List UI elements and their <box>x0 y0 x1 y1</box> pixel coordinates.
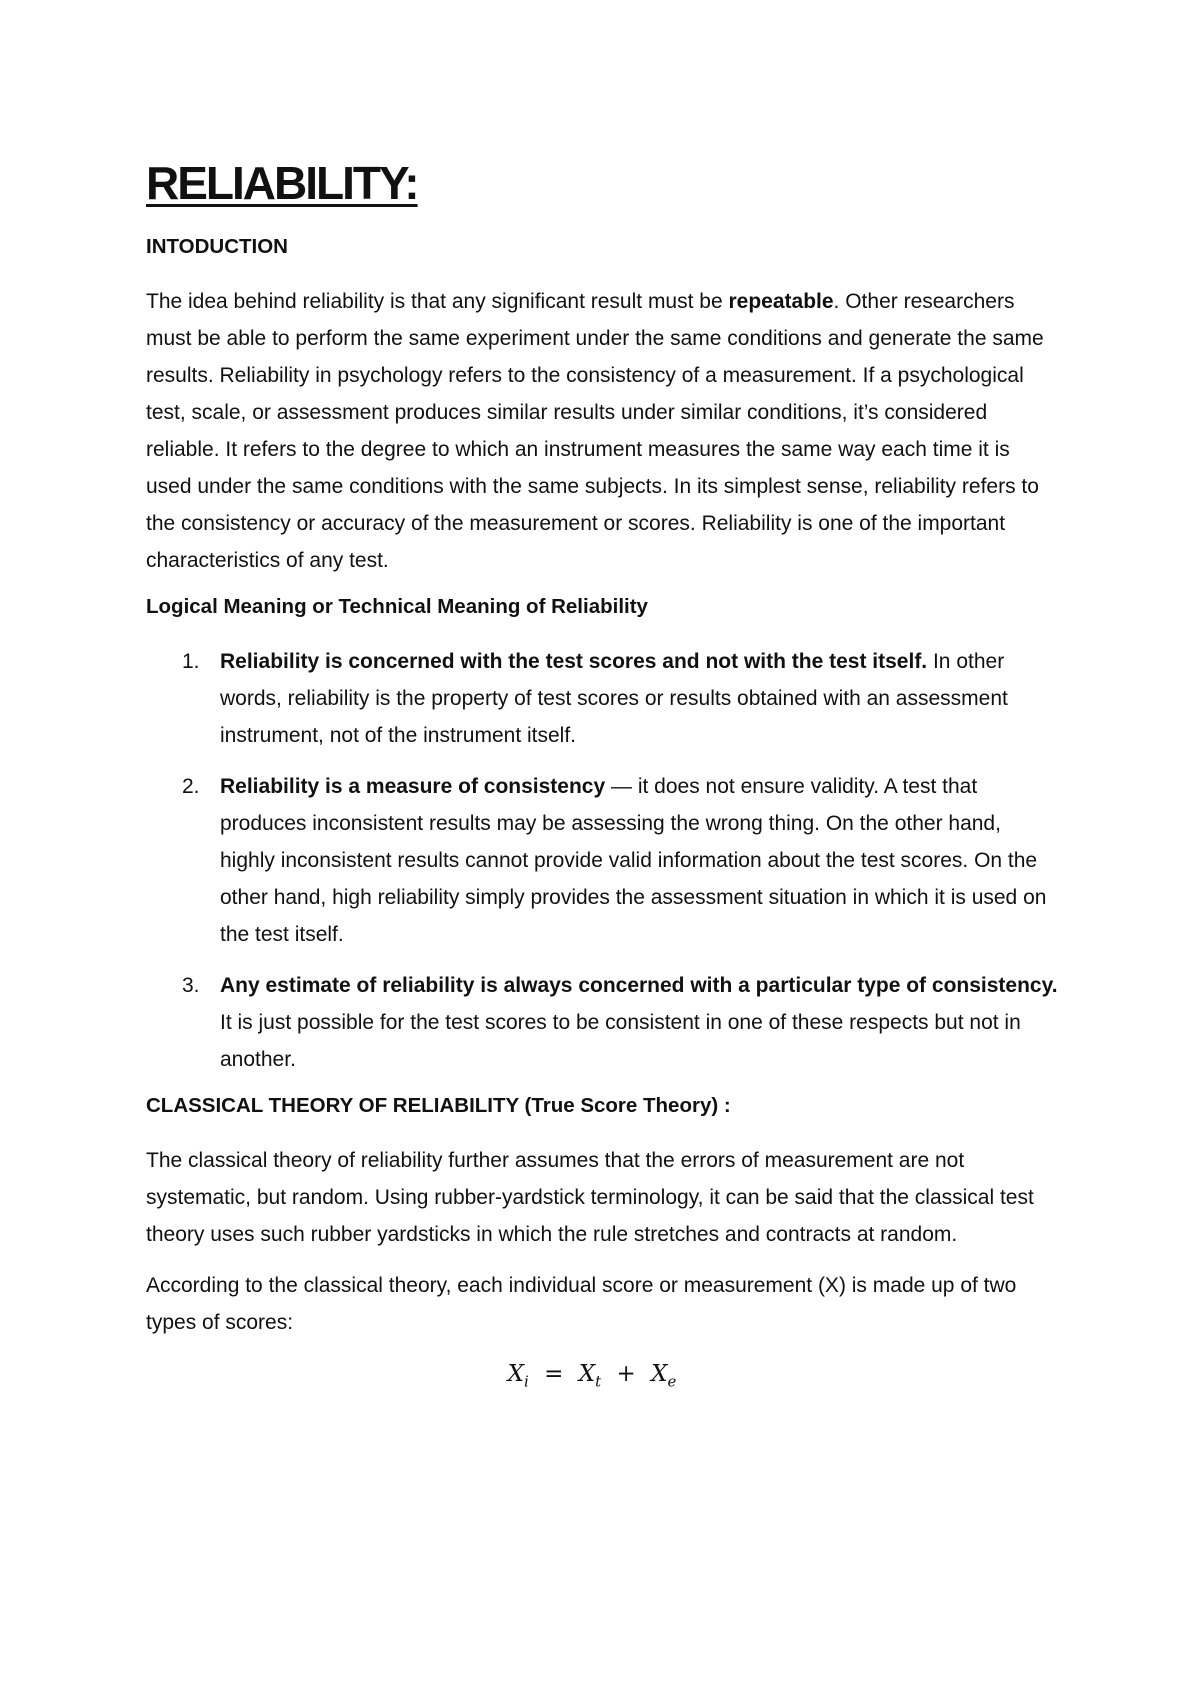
list-number: 3. <box>182 974 200 997</box>
list-number: 1. <box>182 650 200 673</box>
formula-term-2-symbol: X <box>651 1361 668 1387</box>
formula-term-1 <box>578 1361 602 1391</box>
list-item-text: — it does not ensure validity. A test that produces inconsistent results may be assessing the wrong thing. On the other hand, highly inconsistent results cannot provide valid information about the test scores. On the other hand, high reliability simply provides the assessment situation in which it is used on the test itself. <box>220 775 1047 946</box>
formula-term-2-subscript: e <box>667 1372 677 1391</box>
formula-plus: + <box>616 1361 636 1387</box>
formula-term-1-subscript: t <box>595 1372 602 1391</box>
logical-meaning-heading: Logical Meaning or Technical Meaning of Reliability <box>146 595 648 618</box>
intro-bold-term: repeatable <box>728 290 834 313</box>
list-item <box>146 768 1060 953</box>
list-item-bold: Reliability is concerned with the test scores and not with the test itself. <box>220 650 928 673</box>
classical-paragraph-1: The classical theory of reliability further assumes that the errors of measurement are not systematic, but random. Using rubber-yardstick terminology, it can be said that the classical test theory uses such rubber yardsticks in which the rule stretches and contracts at random. <box>146 1149 1034 1246</box>
document-title: RELIABILITY: <box>146 157 418 209</box>
intro-heading: INTODUCTION <box>146 235 288 258</box>
meaning-list <box>146 643 1060 1078</box>
formula-term-2 <box>651 1361 677 1391</box>
classical-paragraph-2: According to the classical theory, each individual score or measurement (X) is made up of two types of scores: <box>146 1274 1017 1334</box>
formula-lhs-symbol: X <box>507 1361 525 1387</box>
list-item-bold: Reliability is a measure of consistency <box>220 775 606 798</box>
score-formula <box>146 1361 1060 1391</box>
list-item <box>146 967 1060 1078</box>
list-number: 2. <box>182 775 200 798</box>
formula-lhs <box>507 1361 529 1391</box>
intro-text-2: . Other researchers must be able to perform the same experiment under the same conditions and generate the same results. Reliability in psychology refers to the consistency of a measurement. If a psychological test, scale, or assessment produces similar results under similar conditions, it’s considered reliable. It refers to the degree to which an instrument measures the same way each time it is used under the same conditions with the same subjects. In its simplest sense, reliability refers to the consistency or accuracy of the measurement or scores. Reliability is one of the important characteristics of any test. <box>146 290 1044 572</box>
classical-heading-bold: CLASSICAL THEORY OF RELIABILITY <box>146 1094 519 1117</box>
classical-heading-rest: (True Score Theory) : <box>518 1094 731 1117</box>
list-item <box>146 643 1060 754</box>
classical-theory-heading <box>146 1092 1060 1120</box>
intro-text-1: The idea behind reliability is that any significant result must be <box>146 290 729 313</box>
formula-lhs-subscript: i <box>524 1372 529 1391</box>
intro-paragraph <box>146 283 1060 579</box>
formula-equals: = <box>544 1361 564 1387</box>
list-item-text: It is just possible for the test scores to be consistent in one of these respects but not in another. <box>220 1011 1021 1071</box>
list-item-text: In other words, reliability is the property of test scores or results obtained with an assessment instrument, not of the instrument itself. <box>220 650 1008 747</box>
formula-term-1-symbol: X <box>578 1361 596 1387</box>
list-item-bold: Any estimate of reliability is always concerned with a particular type of consistency. <box>220 974 1058 997</box>
